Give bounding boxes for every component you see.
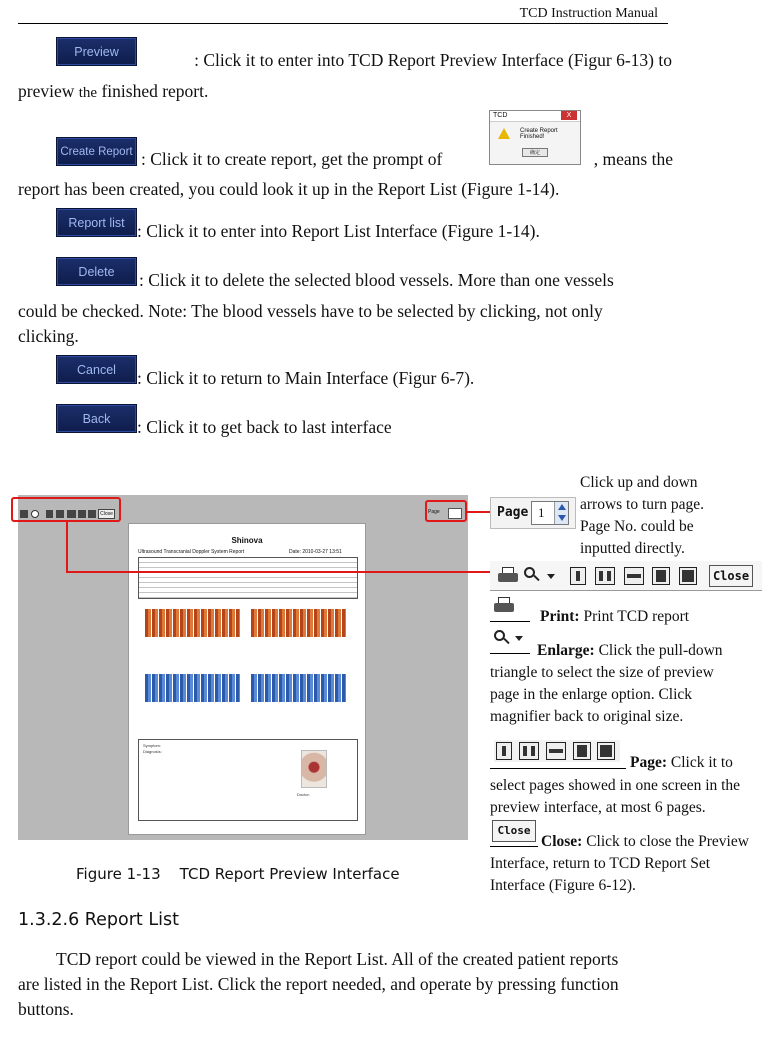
callout-line-v xyxy=(66,520,68,572)
close-underline xyxy=(490,846,538,847)
dialog-title: TCD X xyxy=(490,111,580,122)
create-report-button[interactable]: Create Report xyxy=(56,137,137,166)
report-subtitle: Ultrasound Transcranial Doppler System Report xyxy=(138,549,245,555)
page-highlight xyxy=(425,500,467,522)
report-page xyxy=(128,523,366,835)
enlarge-desc-4: magnifier back to original size. xyxy=(490,708,684,725)
toolbar-highlight xyxy=(11,497,121,522)
three-page-icon xyxy=(546,742,566,760)
magnifier-icon[interactable] xyxy=(524,567,540,583)
delete-desc-line3: clicking. xyxy=(18,326,79,346)
enlarge-desc-1: Enlarge: Click the pull-down xyxy=(537,642,723,659)
create-desc-line2: report has been created, you could look it up in the Report List (Figure 1-14). xyxy=(18,179,560,199)
chevron-down-icon[interactable] xyxy=(547,574,555,579)
section-body-3: buttons. xyxy=(18,999,74,1019)
close-desc-3: Interface (Figure 6-12). xyxy=(490,877,636,894)
spectrum-1 xyxy=(145,609,240,637)
print-underline xyxy=(490,621,530,622)
report-preview-screenshot xyxy=(18,495,468,840)
page-help-3: Page No. could be xyxy=(580,518,694,535)
cancel-desc: : Click it to return to Main Interface (Figur 6-7). xyxy=(137,368,475,388)
close-desc-1: Close: Click to close the Preview xyxy=(541,833,749,850)
dialog-message: Create Report Finished! xyxy=(520,128,558,140)
report-finished-dialog xyxy=(489,110,581,165)
page-desc-3: preview interface, at most 6 pages. xyxy=(490,799,706,816)
page-help-2: arrows to turn page. xyxy=(580,496,704,513)
enlarge-underline xyxy=(490,653,530,654)
toolbar-enlarged xyxy=(490,561,762,591)
symptom-label: Symptom: xyxy=(143,743,162,748)
close-button[interactable]: Close xyxy=(709,565,753,587)
page-desc-1: Page: Click it to xyxy=(630,754,733,771)
preview-button[interactable]: Preview xyxy=(56,37,137,66)
six-page-icon[interactable] xyxy=(679,567,697,585)
close-desc-2: Interface, return to TCD Report Set xyxy=(490,855,711,872)
spectrum-3 xyxy=(145,674,240,702)
print-desc: Print: Print TCD report xyxy=(540,608,690,625)
close-button-legend: Close xyxy=(492,820,536,842)
delete-desc-line2: could be checked. Note: The blood vessels have to be selected by clicking, not only xyxy=(18,301,603,321)
section-heading: 1.3.2.6 Report List xyxy=(18,910,179,930)
dialog-ok-button[interactable]: 确定 xyxy=(522,148,548,157)
report-title: Shinova xyxy=(231,536,263,545)
delete-button[interactable]: Delete xyxy=(56,257,137,286)
preview-desc-line2: preview the finished report. xyxy=(18,81,209,101)
four-page-icon xyxy=(573,742,591,760)
page-underline xyxy=(490,768,626,769)
report-date: Date: 2010-03-27 13:51 xyxy=(289,549,342,555)
patient-table xyxy=(138,557,358,599)
chevron-down-icon-legend xyxy=(515,636,523,641)
delete-desc-line1: : Click it to delete the selected blood vessels. More than one vessels xyxy=(139,270,614,290)
page-widget xyxy=(490,497,576,529)
callout-line-h2 xyxy=(466,511,490,513)
print-icon-legend xyxy=(494,597,514,613)
one-page-icon[interactable] xyxy=(570,567,586,585)
diagnosis-box xyxy=(138,739,358,821)
page-desc-2: select pages showed in one screen in the xyxy=(490,777,741,794)
diagnosis-label: Diagnosis: xyxy=(143,749,162,754)
page-down-arrow-icon[interactable] xyxy=(558,515,566,521)
vessel-image xyxy=(301,750,327,788)
dialog-close-icon[interactable]: X xyxy=(561,111,577,120)
page-up-arrow-icon[interactable] xyxy=(558,504,566,510)
callout-line-h1 xyxy=(66,571,490,573)
page-icons-legend xyxy=(494,740,620,762)
spectrum-2 xyxy=(251,609,346,637)
mini-page-label: Page xyxy=(428,509,440,515)
four-page-icon[interactable] xyxy=(652,567,670,585)
back-button[interactable]: Back xyxy=(56,404,137,433)
section-body-1: TCD report could be viewed in the Report List. All of the created patient reports xyxy=(56,949,619,969)
six-page-icon xyxy=(597,742,615,760)
enlarge-desc-2: triangle to select the size of preview xyxy=(490,664,714,681)
report-list-button[interactable]: Report list xyxy=(56,208,137,237)
magnifier-icon-legend xyxy=(494,630,510,646)
report-list-desc: : Click it to enter into Report List Interface (Figure 1-14). xyxy=(137,221,540,241)
running-header: TCD Instruction Manual xyxy=(519,6,658,21)
two-page-icon[interactable] xyxy=(595,567,615,585)
page-help xyxy=(580,472,740,560)
two-page-icon xyxy=(519,742,539,760)
spectrum-4 xyxy=(251,674,346,702)
print-icon[interactable] xyxy=(498,567,518,583)
mini-close-button[interactable]: Close xyxy=(98,509,115,519)
preview-desc-line1: : Click it to enter into TCD Report Preview Interface (Figur 6-13) to xyxy=(194,50,672,70)
figure-caption: Figure 1-13 TCD Report Preview Interface xyxy=(76,865,400,883)
create-desc-line1b: , means the xyxy=(593,149,673,169)
section-body-2: are listed in the Report List. Click the report needed, and operate by pressing function xyxy=(18,974,619,994)
one-page-icon xyxy=(496,742,512,760)
enlarge-desc-3: page in the enlarge option. Click xyxy=(490,686,693,703)
page-help-4: inputted directly. xyxy=(580,540,685,557)
header-rule xyxy=(18,23,668,24)
create-desc-line1: : Click it to create report, get the prompt of xyxy=(141,149,443,169)
doctor-label: Doctor: xyxy=(297,792,310,797)
page-label: Page xyxy=(497,505,529,520)
page-number-input[interactable]: 1 xyxy=(531,501,569,525)
back-desc: : Click it to get back to last interface xyxy=(137,417,392,437)
page-spinner[interactable] xyxy=(554,502,568,524)
cancel-button[interactable]: Cancel xyxy=(56,355,137,384)
page-help-1: Click up and down xyxy=(580,474,698,491)
three-page-icon[interactable] xyxy=(624,567,644,585)
